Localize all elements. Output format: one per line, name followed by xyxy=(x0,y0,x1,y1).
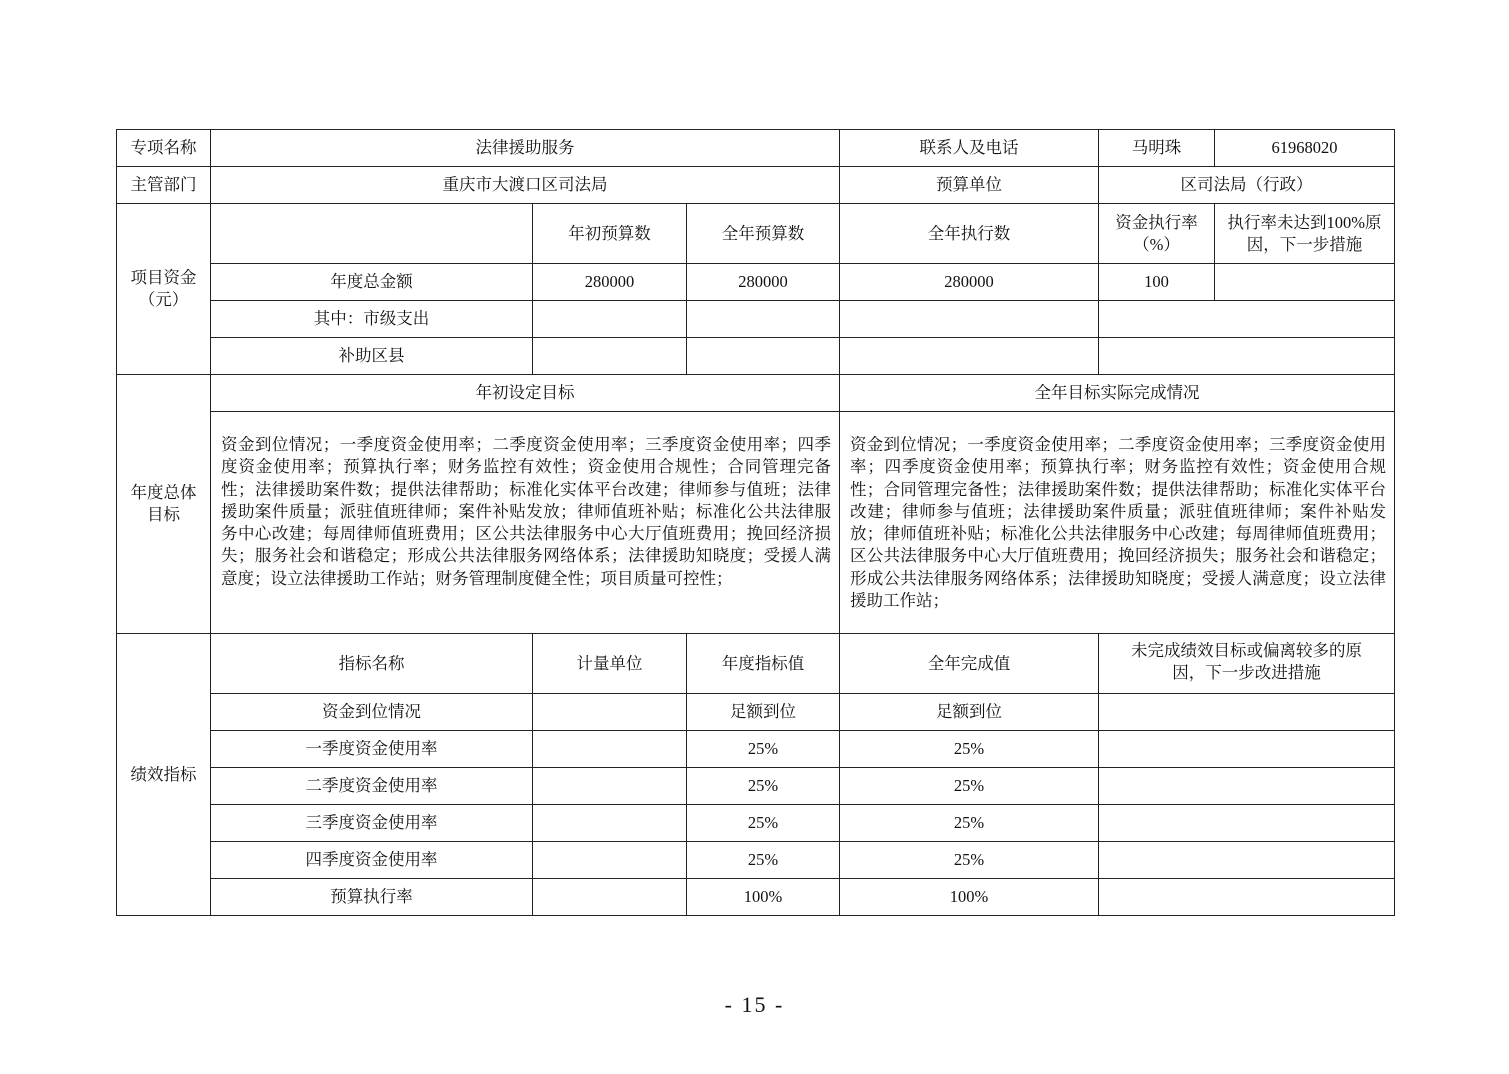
indicator-unit xyxy=(533,805,687,842)
indicator-name: 二季度资金使用率 xyxy=(211,768,533,805)
goals-initial-text: 资金到位情况；一季度资金使用率；二季度资金使用率；三季度资金使用率；四季度资金使用率；预算执行率；财务监控有效性；资金使用合规性；合同管理完备性；法律援助案件数；提供法律帮助；标准化实体平台改建；律师参与值班；法律援助案件质量；派驻值班律师；案件补贴发放；律师值班补贴；标准化公共法律服务中心改建；每周律师值班费用；区公共法律服务中心大厅值班费用；挽回经济损失；服务社会和谐稳定；形成公共法律服务网络体系；法律援助知晓度；受援人满意度；设立法律援助工作站；财务管理制度健全性；项目质量可控性； xyxy=(211,412,840,634)
empty-cell xyxy=(1099,338,1395,375)
funds-row-name: 年度总金额 xyxy=(211,264,533,301)
indicator-unit xyxy=(533,879,687,916)
label-funds: 项目资金（元） xyxy=(117,204,211,375)
table-row xyxy=(117,805,1395,842)
empty-cell xyxy=(1099,694,1395,731)
table-row xyxy=(117,338,1395,375)
empty-cell xyxy=(1099,805,1395,842)
empty-cell xyxy=(687,338,840,375)
goals-initial-header: 年初设定目标 xyxy=(211,375,840,412)
label-dept: 主管部门 xyxy=(117,167,211,204)
table-row xyxy=(117,634,1395,694)
empty-cell xyxy=(1099,879,1395,916)
table-row xyxy=(117,301,1395,338)
empty-cell xyxy=(1099,768,1395,805)
table-row xyxy=(117,879,1395,916)
indicator-unit xyxy=(533,694,687,731)
indicator-target: 25% xyxy=(687,768,840,805)
funds-initial: 280000 xyxy=(533,264,687,301)
label-budget-unit: 预算单位 xyxy=(840,167,1099,204)
indicator-actual: 25% xyxy=(840,731,1099,768)
indicator-name: 一季度资金使用率 xyxy=(211,731,533,768)
indicator-name: 三季度资金使用率 xyxy=(211,805,533,842)
table-row xyxy=(117,130,1395,167)
empty-cell xyxy=(840,301,1099,338)
indicator-target: 25% xyxy=(687,731,840,768)
empty-cell xyxy=(1099,301,1395,338)
indicator-unit xyxy=(533,842,687,879)
funds-header: 全年执行数 xyxy=(840,204,1099,264)
table-row xyxy=(117,167,1395,204)
empty-cell xyxy=(211,204,533,264)
empty-cell xyxy=(1099,842,1395,879)
table-row xyxy=(117,694,1395,731)
indicator-target: 足额到位 xyxy=(687,694,840,731)
contact-phone: 61968020 xyxy=(1215,130,1395,167)
indicator-target: 25% xyxy=(687,805,840,842)
empty-cell xyxy=(533,301,687,338)
label-project-name: 专项名称 xyxy=(117,130,211,167)
indicator-actual: 25% xyxy=(840,768,1099,805)
indicator-header: 年度指标值 xyxy=(687,634,840,694)
table-row xyxy=(117,375,1395,412)
funds-rate: 100 xyxy=(1099,264,1215,301)
indicator-name: 四季度资金使用率 xyxy=(211,842,533,879)
indicator-target: 25% xyxy=(687,842,840,879)
empty-cell xyxy=(1215,264,1395,301)
table-row xyxy=(117,842,1395,879)
empty-cell xyxy=(533,338,687,375)
funds-header: 年初预算数 xyxy=(533,204,687,264)
indicator-target: 100% xyxy=(687,879,840,916)
indicator-actual: 100% xyxy=(840,879,1099,916)
performance-table xyxy=(116,129,1395,916)
page-number: - 15 - xyxy=(724,992,785,1017)
empty-cell xyxy=(687,301,840,338)
empty-cell xyxy=(1099,731,1395,768)
table-row xyxy=(117,412,1395,634)
indicator-unit xyxy=(533,731,687,768)
table-row xyxy=(117,731,1395,768)
indicator-header: 计量单位 xyxy=(533,634,687,694)
table-row xyxy=(117,768,1395,805)
funds-row-name: 补助区县 xyxy=(211,338,533,375)
label-goals: 年度总体目标 xyxy=(117,375,211,634)
table-row xyxy=(117,264,1395,301)
indicator-actual: 25% xyxy=(840,805,1099,842)
funds-row-name: 其中：市级支出 xyxy=(211,301,533,338)
funds-annual: 280000 xyxy=(687,264,840,301)
dept: 重庆市大渡口区司法局 xyxy=(211,167,840,204)
indicator-name: 预算执行率 xyxy=(211,879,533,916)
funds-header: 执行率未达到100%原因，下一步措施 xyxy=(1215,204,1395,264)
indicator-header: 全年完成值 xyxy=(840,634,1099,694)
label-indicators: 绩效指标 xyxy=(117,634,211,916)
indicator-header: 未完成绩效目标或偏离较多的原因，下一步改进措施 xyxy=(1099,634,1395,694)
empty-cell xyxy=(840,338,1099,375)
goals-actual-header: 全年目标实际完成情况 xyxy=(840,375,1395,412)
funds-header: 全年预算数 xyxy=(687,204,840,264)
indicator-actual: 足额到位 xyxy=(840,694,1099,731)
indicator-unit xyxy=(533,768,687,805)
funds-header: 资金执行率（%） xyxy=(1099,204,1215,264)
goals-actual-text: 资金到位情况；一季度资金使用率；二季度资金使用率；三季度资金使用率；四季度资金使用率；预算执行率；财务监控有效性；资金使用合规性；合同管理完备性；法律援助案件数；提供法律帮助；标准化实体平台改建；律师参与值班；法律援助案件质量；派驻值班律师；案件补贴发放；律师值班补贴；标准化公共法律服务中心改建；每周律师值班费用；区公共法律服务中心大厅值班费用；挽回经济损失；服务社会和谐稳定；形成公共法律服务网络体系；法律援助知晓度；受援人满意度；设立法律援助工作站； xyxy=(840,412,1395,634)
label-contact: 联系人及电话 xyxy=(840,130,1099,167)
budget-unit: 区司法局（行政） xyxy=(1099,167,1395,204)
indicator-header: 指标名称 xyxy=(211,634,533,694)
table-row xyxy=(117,204,1395,264)
funds-executed: 280000 xyxy=(840,264,1099,301)
indicator-name: 资金到位情况 xyxy=(211,694,533,731)
contact-name: 马明珠 xyxy=(1099,130,1215,167)
indicator-actual: 25% xyxy=(840,842,1099,879)
project-name: 法律援助服务 xyxy=(211,130,840,167)
